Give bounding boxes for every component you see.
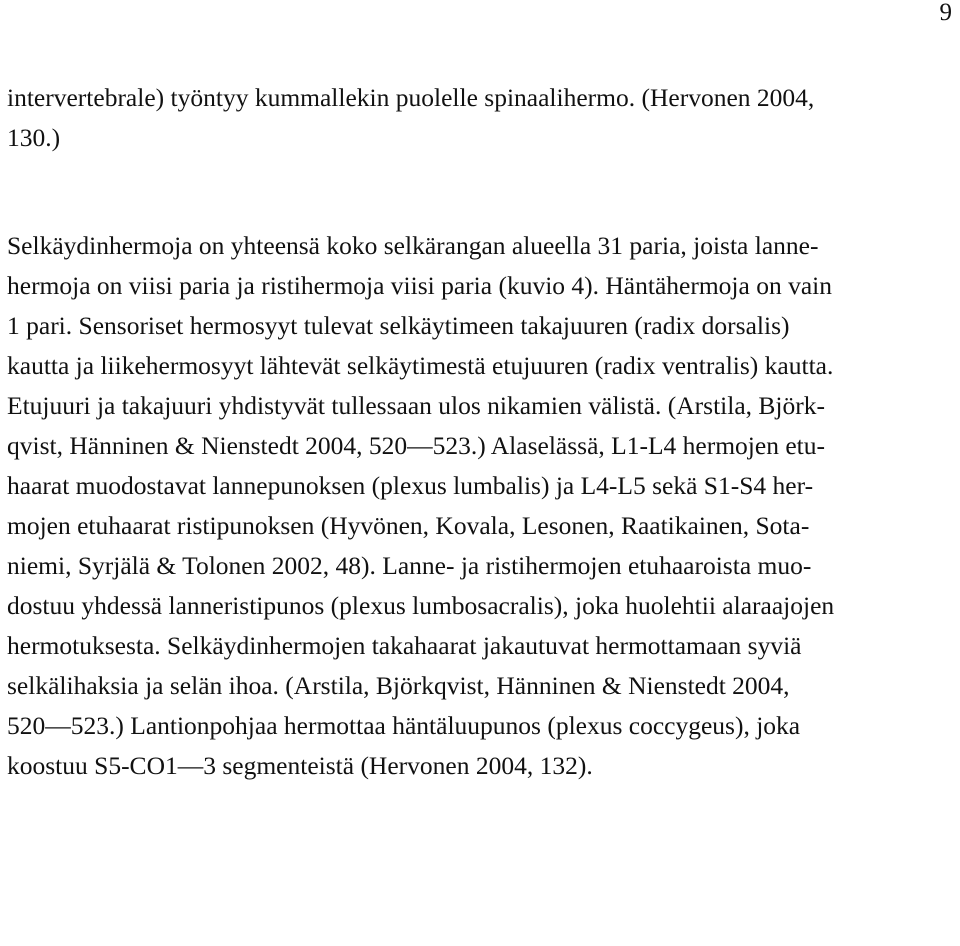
paragraph-gap xyxy=(7,160,955,228)
text-line: 520—523.) Lantionpohjaa hermottaa häntäluupunos (plexus coccygeus), joka xyxy=(7,711,801,740)
text-line: qvist, Hänninen & Nienstedt 2004, 520—523.) Alaselässä, L1-L4 hermojen etu- xyxy=(7,431,825,460)
text-line: intervertebrale) työntyy kummallekin puolelle spinaalihermo. (Hervonen 2004, xyxy=(7,83,815,112)
text-line: Etujuuri ja takajuuri yhdistyvät tullessaan ulos nikamien välistä. (Arstila, Björk- xyxy=(7,391,825,420)
paragraph-1 xyxy=(7,80,955,160)
text-line: haarat muodostavat lannepunoksen (plexus lumbalis) ja L4-L5 sekä S1-S4 her- xyxy=(7,471,814,500)
document-body xyxy=(7,80,955,788)
text-line: niemi, Syrjälä & Tolonen 2002, 48). Lanne- ja ristihermojen etuhaaroista muo- xyxy=(7,551,812,580)
text-line: Selkäydinhermoja on yhteensä koko selkärangan alueella 31 paria, joista lanne- xyxy=(7,231,819,260)
text-line: hermotuksesta. Selkäydinhermojen takahaarat jakautuvat hermottamaan syviä xyxy=(7,631,802,660)
text-line: mojen etuhaarat ristipunoksen (Hyvönen, Kovala, Lesonen, Raatikainen, Sota- xyxy=(7,511,810,540)
text-line: selkälihaksia ja selän ihoa. (Arstila, Björkqvist, Hänninen & Nienstedt 2004, xyxy=(7,671,790,700)
page-number: 9 xyxy=(939,0,952,26)
text-line: kautta ja liikehermosyyt lähtevät selkäytimestä etujuuren (radix ventralis) kautta. xyxy=(7,351,834,380)
text-line: 1 pari. Sensoriset hermosyyt tulevat selkäytimeen takajuuren (radix dorsalis) xyxy=(7,311,790,340)
text-line: koostuu S5-CO1—3 segmenteistä (Hervonen 2004, 132). xyxy=(7,751,593,780)
text-line: 130.) xyxy=(7,123,61,152)
text-line: hermoja on viisi paria ja ristihermoja viisi paria (kuvio 4). Häntähermoja on vain xyxy=(7,271,832,300)
text-line: dostuu yhdessä lanneristipunos (plexus lumbosacralis), joka huolehtii alaraajojen xyxy=(7,591,835,620)
paragraph-2 xyxy=(7,228,955,788)
